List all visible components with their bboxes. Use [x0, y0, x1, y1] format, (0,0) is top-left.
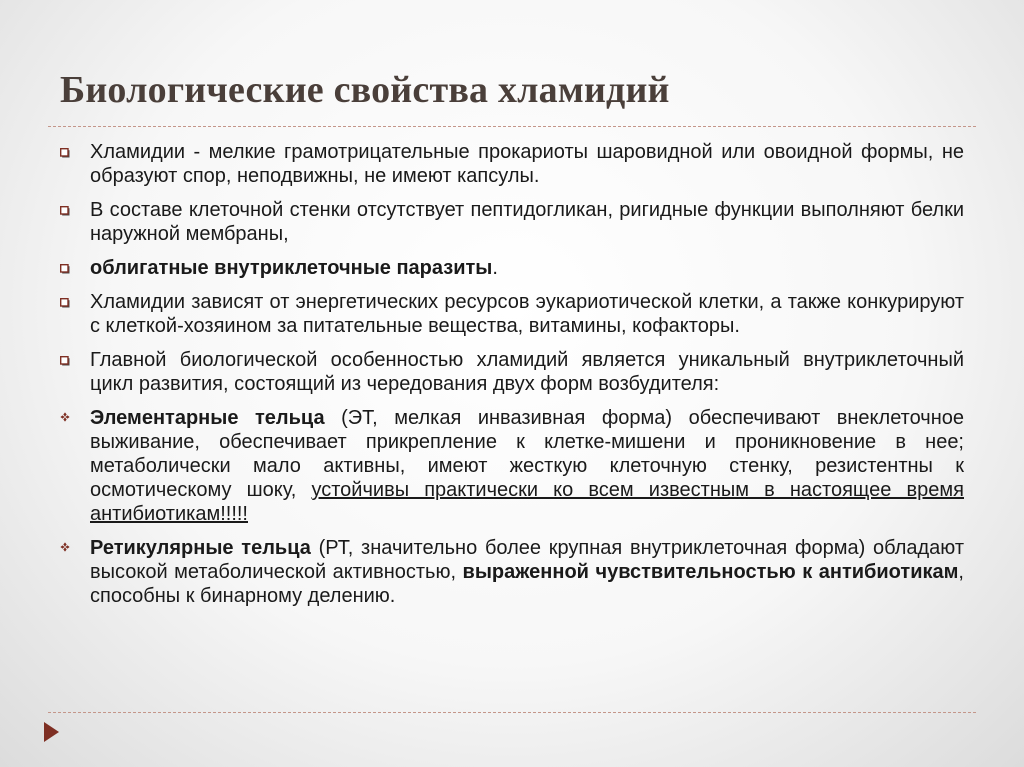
triangle-right-icon[interactable] — [44, 722, 59, 742]
list-item — [60, 406, 964, 526]
item-text-after: , способны к бинарному делению. — [90, 561, 964, 607]
item-text: Хламидии - мелкие грамотрицательные прокариоты шаровидной или овоидной формы, не образуют спор, неподвижны, не имеют капсулы. — [90, 141, 964, 187]
checkbox-square-bullet-icon — [60, 356, 70, 366]
item-text: Главной биологической особенностью хламидий является уникальный внутриклеточный цикл развития, состоящий из чередования двух форм возбудителя: — [90, 349, 964, 395]
item-text-after: . — [492, 257, 498, 279]
list-item — [60, 198, 964, 246]
item-text: Хламидии зависят от энергетических ресурсов эукариотической клетки, а также конкурируют с клеткой-хозяином за питательные вещества, витамины, кофакторы. — [90, 291, 964, 337]
checkbox-square-bullet-icon — [60, 264, 70, 274]
item-bold-text: Ретикулярные тельца — [90, 537, 311, 559]
slide-title: Биологические свойства хламидий — [60, 69, 670, 111]
item-bold-text-2: выраженной чувствительностью к антибиотикам — [462, 561, 959, 583]
item-bold-text: облигатные внутриклеточные паразиты — [90, 257, 493, 279]
title-separator — [48, 126, 976, 127]
item-bold-text: Элементарные тельца — [90, 407, 325, 429]
list-item — [60, 140, 964, 188]
item-underlined-text: устойчивы практически ко всем известным в настоящее время антибиотикам!!!!! — [90, 479, 964, 525]
footer-separator — [48, 712, 976, 713]
item-text: В составе клеточной стенки отсутствует пептидогликан, ригидные функции выполняют белки наружной мембраны, — [90, 199, 964, 245]
list-item — [60, 256, 964, 280]
checkbox-square-bullet-icon — [60, 148, 70, 158]
list-item — [60, 348, 964, 396]
item-text: (РТ, значительно более крупная внутриклеточная форма) обладают высокой метаболической активностью, — [90, 537, 964, 583]
list-item — [60, 536, 964, 608]
list-item — [60, 290, 964, 338]
four-diamond-bullet-icon — [60, 412, 70, 422]
slide-content — [60, 140, 964, 618]
item-text: (ЭТ, мелкая инвазивная форма) обеспечивают внеклеточное выживание, обеспечивает прикрепление к клетке-мишени и проникновение в нее; метаболически мало активны, имеют жесткую клеточную стенку, резистентны к осмотическому шоку, — [90, 407, 964, 501]
checkbox-square-bullet-icon — [60, 206, 70, 216]
four-diamond-bullet-icon — [60, 542, 70, 552]
checkbox-square-bullet-icon — [60, 298, 70, 308]
